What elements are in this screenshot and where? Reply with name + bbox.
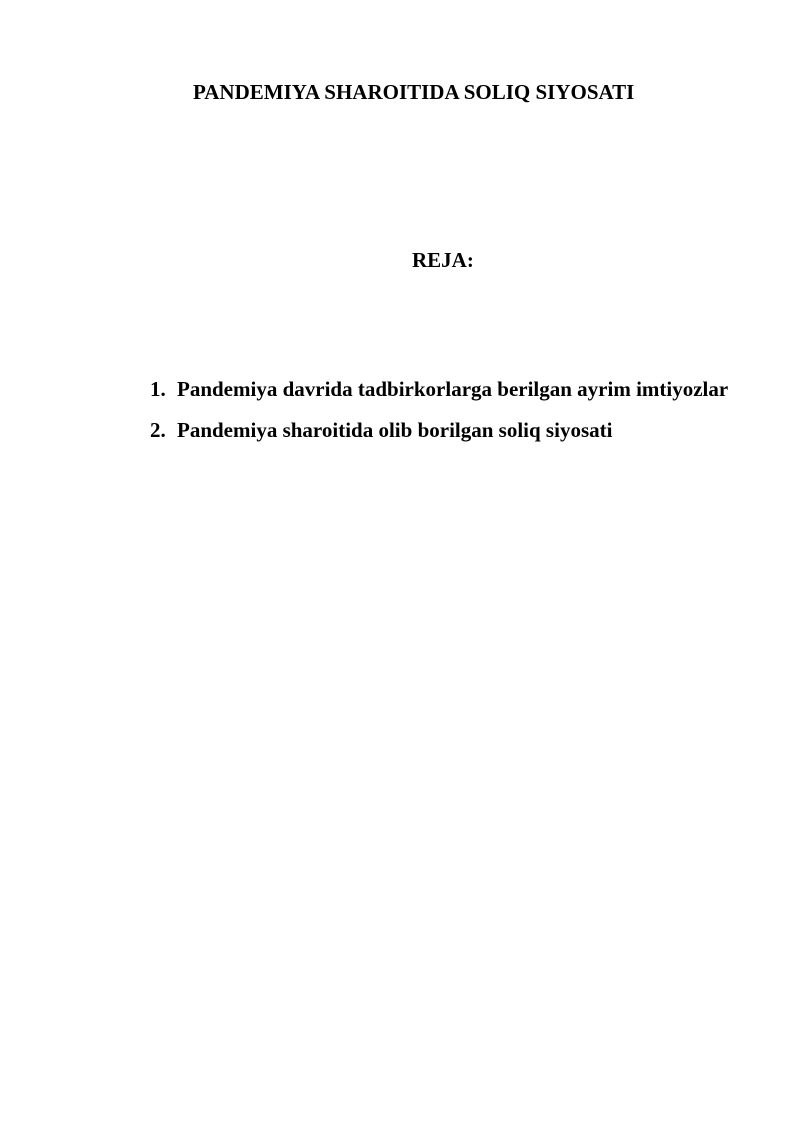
- document-title: PANDEMIYA SHAROITIDA SOLIQ SIYOSATI: [193, 80, 635, 104]
- plan-item-number: 1.: [150, 377, 166, 401]
- plan-heading: REJA:: [412, 248, 474, 272]
- plan-list: [150, 369, 730, 451]
- plan-item-text: Pandemiya davrida tadbirkorlarga berilgan ayrim imtiyozlar: [177, 377, 729, 401]
- plan-item-1: [150, 369, 730, 410]
- plan-item-number: 2.: [150, 418, 166, 442]
- plan-item-2: [150, 410, 730, 451]
- plan-item-text: Pandemiya sharoitida olib borilgan soliq siyosati: [177, 418, 613, 442]
